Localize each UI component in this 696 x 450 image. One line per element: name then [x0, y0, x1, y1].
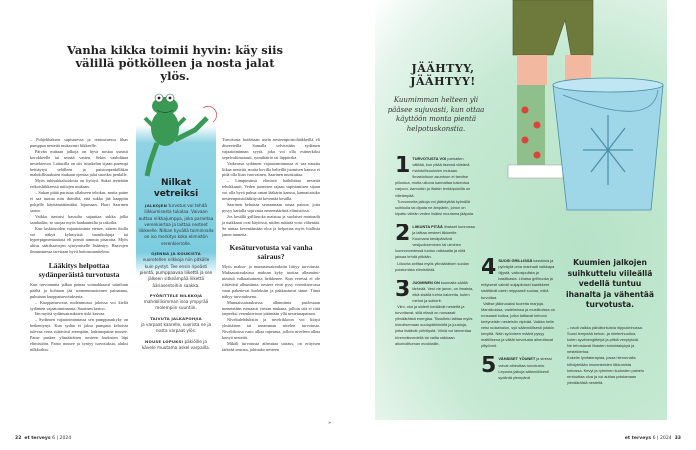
tip-lead: LIIKUNTA PITÄÄ	[412, 223, 443, 229]
paragraph: – nauti vaikka päivätorkuista riippukeinussa.	[567, 325, 643, 330]
paragraph: Saarinen kehottaa seuraamaan omaa painoa, jotta pysyy kartalla sopivasta nestemäärästä elimistössä.	[222, 201, 320, 213]
tip-number: 5	[481, 356, 497, 379]
tip-lead: VÄHÄISET YÖUNET	[498, 356, 536, 362]
right-page	[348, 0, 696, 450]
tip-4	[481, 258, 559, 349]
step-text: päkiöille ja kävele muutama askel varpailla.	[141, 338, 211, 350]
tip-text: lihakset kunnossa ja laittaa nesteet liikkeelle. Kuumana kesäpäivänä vesijuokseminen tai uiminen luonnonvedessä tuntuu raikkaalta ja niitä jaksaa tehdä pitkään.	[395, 223, 475, 260]
subhead: Lääkitys helpottaa sydänperäistä turvotusta	[38, 261, 120, 279]
paragraph: – Kuoppaturvotus molemmissa jaloissa voi kieliä sydämen vajaatoiminnasta, Saarinen kertoo.	[30, 299, 128, 311]
paragraph: – Sydämen vajaatoiminnassa sen pumppauskyky on heikentynyt. Kun sydän ei jaksa pumpata kehoista tulevaa verta riittävästi eteenpäin, laskimopaine nousee. Paine puskee ylimääräisen nesteen kudosten läpi elimistöön. Paino nousee ja syntyy turvotuksia, aluksi nilkkoihin.	[30, 317, 128, 352]
article-lede: Kuumimman helteen yli pääsee sujuvasti, kun ottaa käyttöön monta pientä helpotuskonstia.	[387, 96, 485, 133]
tip-more: Turvonneita jalkoja voi jäähdyttää kylmällä suihkulla tai dipata ne ämpäriin, johon on kipattu viileän veden lisäksi muutama jääpala.	[395, 198, 474, 216]
sidebar-step	[138, 251, 214, 289]
page-footer: et terveys 6 | 2024 33	[624, 436, 681, 441]
paragraph: Myös tukisukkahoidosta on hyötyä. Sukat teetetään erikoisliikkeessä mittojen mukaan.	[30, 178, 128, 190]
headline: Vanha kikka toimii hyvin: käy siis välillä pötkölleen ja nosta jalat ylös.	[67, 43, 283, 83]
paragraph: Myös maksa- ja munuaissairauksiin liittyy turvotusta. Maksasairauksissa maksan kyky tuottaa albumiini-nimistä valkuaisainetta heikkenee. Kun veressä ei ole riittävästi albumiinia, nesteet eivät pysy verenkierrossa vaan pakenevat kudoksiin ja pakkautuvat sinne. Tämä näkyy turvotuksena.	[222, 264, 320, 299]
paragraph: – Pohjelihaksen supistuessa ja rentoutuessa lihas pumppaa nesteitä mukavasti liikkeelle.	[30, 137, 128, 148]
tip-number: 1	[395, 156, 411, 178]
tips-column-2	[481, 258, 559, 388]
step-lead: NOUSE LOPUKSI	[145, 338, 184, 344]
tip-lead: TURVOTUSTA VOI	[412, 156, 447, 161]
sidebar-step	[138, 316, 214, 335]
article-title: JÄÄHTYY, JÄÄHTYY!	[410, 62, 476, 88]
tip-number: 3	[395, 279, 411, 302]
paragraph: Suosi lempeää kehon- ja mielenhuoltoa, kuten syvähengittelyä ja pitkiä venytyksiä. Ne tehostavat lihasten toimintakykyä ja nestekiertoa.	[567, 331, 640, 355]
tips-column-1	[395, 156, 475, 354]
tip-text: ja stressi voivat aiheuttaa turvotusta. Lepuuta jalkoja säännöllisesti sydäntä ylempänä	[498, 356, 552, 380]
paragraph: – Lämpimässä elimistö haihduttaa nesteitä tehokkaasti. Veden juomisen rajaan supistamisen sijaan voi olla hyvä puhua oman lääkärin kanssa, kannattaisiko nesteenpoistolääkitystä keventää kesällä.	[222, 178, 320, 202]
tip-text: parhaiten välttää, kun pitää itsensä viileänä mahdollisuuksien mukaan. Ilmastoituun asuntoon ei tarvitse piiloutua, mutta ulkona kannattaa hakeutua varjoon. Aamuisin ja iltaisin lenkkipoluilla on viileämpää.	[395, 156, 471, 198]
continue-mark: »	[328, 420, 332, 426]
tip-lead: JUOMINEN ON	[412, 279, 440, 285]
pull-quote: Kuumien jalkojen suihkuttelu viileällä vedellä tuntuu ihanalta ja vähentää turvotusta.	[566, 258, 654, 309]
tip-text: kuumalla säällä tärkeää. Vesi vie janon, on ilmaista, eikä sisällä turhia kaloreita, kuten mehut ja soikerit.	[412, 279, 474, 303]
tip-number: 4	[481, 258, 497, 280]
issue-year: 2024	[59, 436, 72, 441]
legs-in-bucket-illustration	[503, 0, 673, 215]
sidebar-title: Nilkat vetreiksi	[153, 178, 199, 199]
ankle-exercise-sidebar	[138, 178, 214, 355]
paragraph: – Sukan pitää puristaa ollakseen tehokas, mutta paine ei saa tuntua niin ikävältä, että sukka jää kaappiin pohjelle käyttämättömäksi lojumaan, Harri Saarinen sanoo.	[30, 190, 128, 213]
tip-5	[481, 356, 559, 380]
paragraph: Vaikka tuntuisi hassulta sujauttaa sukka jalka sandaaliin, se suojaa myös hankaumilta ja rakoilta.	[30, 213, 128, 225]
tip-3	[395, 280, 475, 347]
paragraph: Kun laskimoiden vajaatoiminta etenee, säären iholla voi näkyä kyhmyisiä suonikohjuja tai hyperpigmentaatiota eli pieniä tummia pisaroita. Myös altius säärihaavojen syntymiselle lisääntyy. Haavojen ilmaantuessa tarvitaan hyvä hoitosuunnitelma.	[30, 225, 128, 255]
sidebar-intro: turvotus voi tehdä liikkumisesta tukalaa. Vaivaan auttaa nilkkajumppa, joka parantaa verenkiertoa ja laittaa nesteet liikkeelle. Nilkan hyvällä toiminnalla on iso merkitys koko elimistön verenkierrolle.	[138, 203, 214, 246]
tip-text: kasviksia ja pyöräytä oma marinadi vaikkapa öljystä, valkosipulista ja basilikasta. Lihaisa grilliruoka ja erityisesti valmiit soijapitoiset kastikkeet sisältävät usein reippaasti suolaa, mikä turvottaa.	[481, 258, 555, 300]
issue-number: 6	[52, 436, 56, 441]
paragraph: Munuaissairauksissa albumiinia puolestaan menetetään runsaasti virtsan mukana, jolloin sitä ei riitä tarpeeksi verenkiertoon pitämään yllä nestetasapainoa.	[222, 299, 320, 317]
frog-illustration	[135, 88, 220, 178]
tip-number: 2	[395, 223, 411, 246]
body-column-1	[30, 137, 128, 353]
step-lead: TAIVUTA JALKAPOHJIA	[150, 315, 202, 321]
step-text: ja varpaat kaarelle, suorista ne ja nosta varpaat ylös.	[140, 322, 212, 334]
paragraph: Jos kesällä grilliruoka maistuu ja suolaiset marinadit ja makkarat ovat käytössä, niiden määrää voisi vähentää. Se auttaa keventämään oloa ja helpottaa myös liiallista janon tunnetta.	[222, 213, 320, 237]
tip-more: Liikunta avittaa myös ylimääräisen suolan poistumista elimistöstä.	[395, 260, 469, 272]
page-footer: 22 et terveys 6 | 2024	[15, 436, 72, 441]
step-text: vuorotellen nilkkoja niin pitkälle kuin pystyt. Tee ensin ripeästi pientä, pumppaavaa liikettä ja sen jälkeen sitkeämpää liikettä ääriasentoihin saakka.	[139, 257, 213, 288]
magazine-name: et terveys	[624, 436, 652, 441]
paragraph: Turvotusta hoidetaan usein nesteenpoistolääkkeillä eli diureeteilla. Samalla selvitetään sydämen vajaatoiminnan syytä, joka voi olla esimerkiksi sepelvaltimotauti, rytmihäiriö tai läppävika.	[222, 137, 320, 160]
sidebar-intro-lead: JALKOJEN	[145, 203, 168, 208]
step-lead: OJENNA JA KOUKISTA	[151, 251, 201, 257]
tip-1	[395, 156, 475, 217]
tip-2	[395, 224, 475, 273]
paragraph: Kun turvonnutta jalkaa painaa voimakkaasti sääriluun päältä ja kohtaan jää sormenmuotoinen painauma, puhutaan kuoppaturvotuksesta.	[30, 281, 128, 299]
issue-number: 6	[652, 436, 656, 441]
sidebar-step	[138, 293, 214, 312]
tip-more: Valitse jälkiruoaksi tuoreita marjoja. Mansikoissa, vadelmissa ja mustikoissa on runsaasti kuitua, jotka laittavat kehoon kertyneisiin nesteisiin vipinää. Vaikka helle veisi ruokahalun, syö säännöllisesti jotakin kevyttä. Näin syömisen määrä pysyy maltillisena ja vältät turvotusta aiheuttavat ylilyönnit.	[481, 300, 555, 349]
tip-more: Viini, olut ja siiderit keräävät nestettä ja turvottavat, sillä niissä on runsaasti ylimääräistä energiaa. Tissuttelu laittaa myös himoitsemaan suolapähkinöitä ja juustoja, jotka lisäävät pöhötystä. Viiniä voi laimentaa kivennäisvedellä tai valita raikkaan alkoholittoman mocktailin.	[395, 304, 473, 346]
paragraph: Kokeile lymfaterapiaa, jossa hieronnalla kiihdytetään imunesteiden liikkumista kehossa. Kevyt ja rytminen kudosten painelu rentouttaa oloa ja voi auttaa poistamaan ylimääräisiä nesteitä.	[567, 355, 644, 385]
page-number: 22	[15, 436, 22, 441]
issue-year: 2024	[659, 436, 672, 441]
paragraph: Päivän mittaan jalkoja on hyvä nostaa useasti korokkeelle tai seinää vasten. Sekin vauhdittaa nestekiertoa. Laiturilla on siis istuskelun sijaan parempi heittäytyä selälleen ja puistonpenkilläkin mahdollisuuksien mukaan ojentaa jalat suoriksi penkille.	[30, 148, 128, 178]
paragraph: Mikäli turvotusta aiheuttaa sairaus, on erityisen tärkeää seurata, johtuuko nesteen	[222, 341, 320, 352]
sidebar-step	[138, 339, 214, 352]
paragraph: Iän myötä sydänsairauksien riski kasvaa.	[35, 311, 106, 317]
paragraph: Niveltulehduksiin ja nivelrikkoon voi liittyä yksittäisen tai useamman nivelen turvotusta. Nivelrikossa rusto alkaa rapeutua, jolloin niveleen alkaa kertyä nestettä.	[222, 317, 320, 341]
magazine-name: et terveys	[24, 436, 51, 441]
step-lead: PYÖRITTELE NILKKOJA	[149, 292, 203, 298]
subhead: Kesäturvotusta vai vanha sairaus?	[229, 243, 313, 261]
paragraph: Vaikeassa sydämen vajaatoiminnassa ei saa nauttia liikaa nesteitä, mutta kovilla helteillä juomisen kanssa ei pidä olla liian varovainen, Saarinen muistuttaa.	[222, 160, 320, 178]
step-text: mahdollisimman isoa ympyrää molempiin suuntiin.	[143, 299, 209, 311]
tip-lead: SUOSI GRILLISSÄ	[498, 258, 533, 263]
tips-column-3	[567, 325, 645, 386]
body-column-2	[222, 137, 320, 353]
page-number: 33	[674, 436, 681, 441]
